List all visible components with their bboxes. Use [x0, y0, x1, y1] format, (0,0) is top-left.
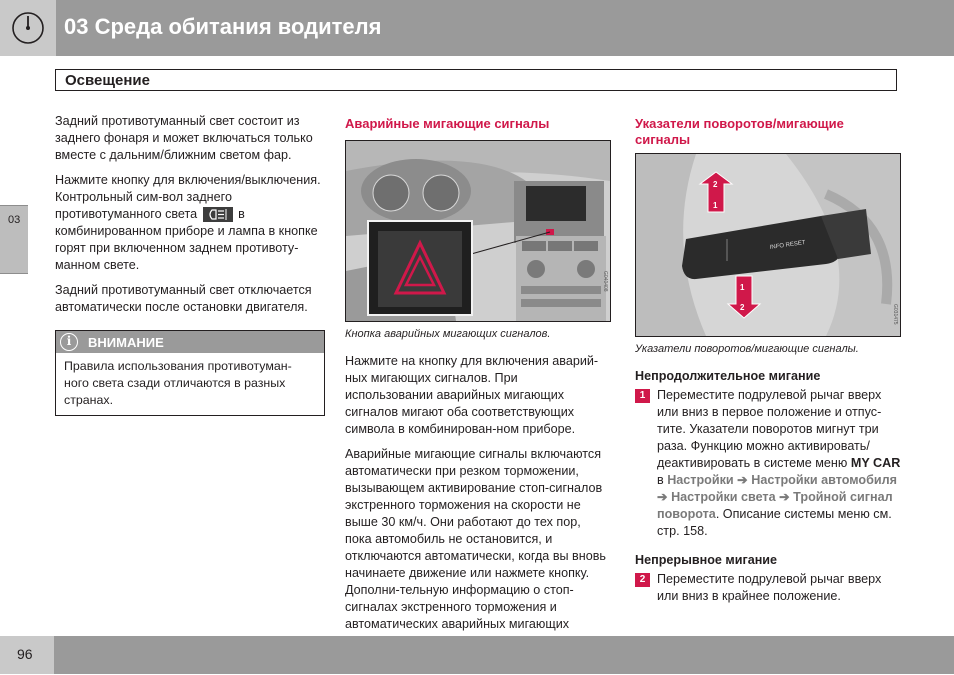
stalk-label: INFO RESET: [769, 240, 806, 251]
paragraph-fog-button: Нажмите кнопку для включения/выключения. Контрольный сим-вол заднего противотуманного света в комбинированном приборе и лампа в кнопке горят при включенном заднем противоту-манном свете.: [55, 173, 321, 272]
chapter-icon-box: [0, 0, 56, 56]
info-icon: i: [60, 333, 78, 351]
arrow-right-icon: ➔: [779, 490, 790, 504]
paragraph-hazard-use: Нажмите на кнопку для включения аварий-ных мигающих сигналов. При использовании аварийных мигающих сигналов мигают оба соответствующих символа в комбинирован-ном приборе.: [345, 354, 599, 436]
warning-title: ВНИМАНИЕ: [88, 335, 164, 350]
warning-box: [55, 330, 325, 416]
page-number: 96: [17, 646, 33, 662]
menu-car-settings: Настройки автомобиля: [751, 473, 897, 487]
arrow-label-up-2: 2: [713, 180, 718, 189]
paragraph-hazard-auto: Аварийные мигающие сигналы включаются автоматически при резком торможении, вызывающем активирование стоп-сигналов экстренного торможения на скорости не выше 30 км/ч. Они работают до тех пор, пока автомобиль не остановится, и отключаются автоматически, когда вы вновь начинаете движение или нажмете кнопку. Дополни-тельную информацию о стоп-сигналах экстренного торможения и автоматических аварийных мигающих: [345, 446, 609, 667]
column-right: [635, 116, 901, 605]
column-left: [55, 113, 325, 416]
turn-photo-caption: Указатели поворотов/мигающие сигналы.: [635, 343, 859, 355]
arrow-right-icon: ➔: [737, 473, 748, 487]
dashboard-illustration: [346, 141, 610, 321]
rear-fog-light-icon: [203, 207, 233, 222]
speedometer-icon: [11, 11, 45, 45]
menu-light-settings: Настройки света: [671, 490, 776, 504]
hazard-button-photo: [345, 140, 611, 322]
photo-ref-code: G040408: [602, 271, 608, 292]
step-continuous-flash: 2 Переместите подрулевой рычаг вверх или вниз в крайнее положение.: [635, 571, 901, 605]
arrow-label-down-1: 1: [740, 283, 745, 292]
menu-my-car: MY CAR: [850, 456, 901, 470]
turn-stalk-photo: [635, 153, 901, 337]
step-badge-2: 2: [635, 573, 650, 587]
turn-stalk-illustration: [636, 154, 900, 336]
warning-text: Правила использования противотуман-ного света сзади отличаются в разных странах.: [64, 359, 292, 407]
short-flash-heading: Непродолжительное мигание: [635, 369, 821, 383]
turn-signal-heading: Указатели поворотов/мигающие сигналы: [635, 116, 844, 147]
side-tab-label: 03: [8, 214, 21, 226]
arrow-label-down-2: 2: [740, 303, 745, 312]
hazard-heading: Аварийные мигающие сигналы: [345, 116, 550, 131]
page-footer: [0, 636, 954, 674]
column-middle: [345, 116, 609, 675]
menu-settings: Настройки: [667, 473, 734, 487]
step-short-flash: 1 Переместите подрулевой рычаг вверх или вниз в первое положение и отпус-тите. Указатели поворотов мигнут три раза. Функцию можно активировать/ деактивировать в системе меню MY CAR в Настройки ➔ Настройки автомобиля ➔ Настройки света ➔ Тройной сигнал поворота. Описание системы меню см. стр. 158.: [635, 387, 901, 540]
chapter-title: 03 Среда обитания водителя: [64, 14, 382, 39]
chapter-header: [0, 0, 954, 56]
arrow-label-up-1: 1: [713, 201, 718, 210]
section-bar: [55, 69, 897, 91]
arrow-right-icon: ➔: [657, 490, 668, 504]
continuous-flash-heading: Непрерывное мигание: [635, 553, 778, 567]
paragraph-fog-auto-off: Задний противотуманный свет отключается автоматически после остановки двигателя.: [55, 283, 312, 314]
chapter-side-tab: [0, 205, 28, 274]
step-badge-1: 1: [635, 389, 650, 403]
hazard-photo-caption: Кнопка аварийных мигающих сигналов.: [345, 328, 551, 340]
warning-header: [56, 331, 324, 353]
section-title: Освещение: [65, 72, 150, 89]
menu-triple-turn-signal: Тройной сигнал поворота: [657, 490, 893, 521]
page-number-box: [0, 636, 54, 674]
paragraph-fog-intro: Задний противотуманный свет состоит из заднего фонаря и может включаться только вместе с дальним/ближним светом фар.: [55, 114, 313, 162]
photo-ref-code: G031475: [892, 304, 898, 325]
